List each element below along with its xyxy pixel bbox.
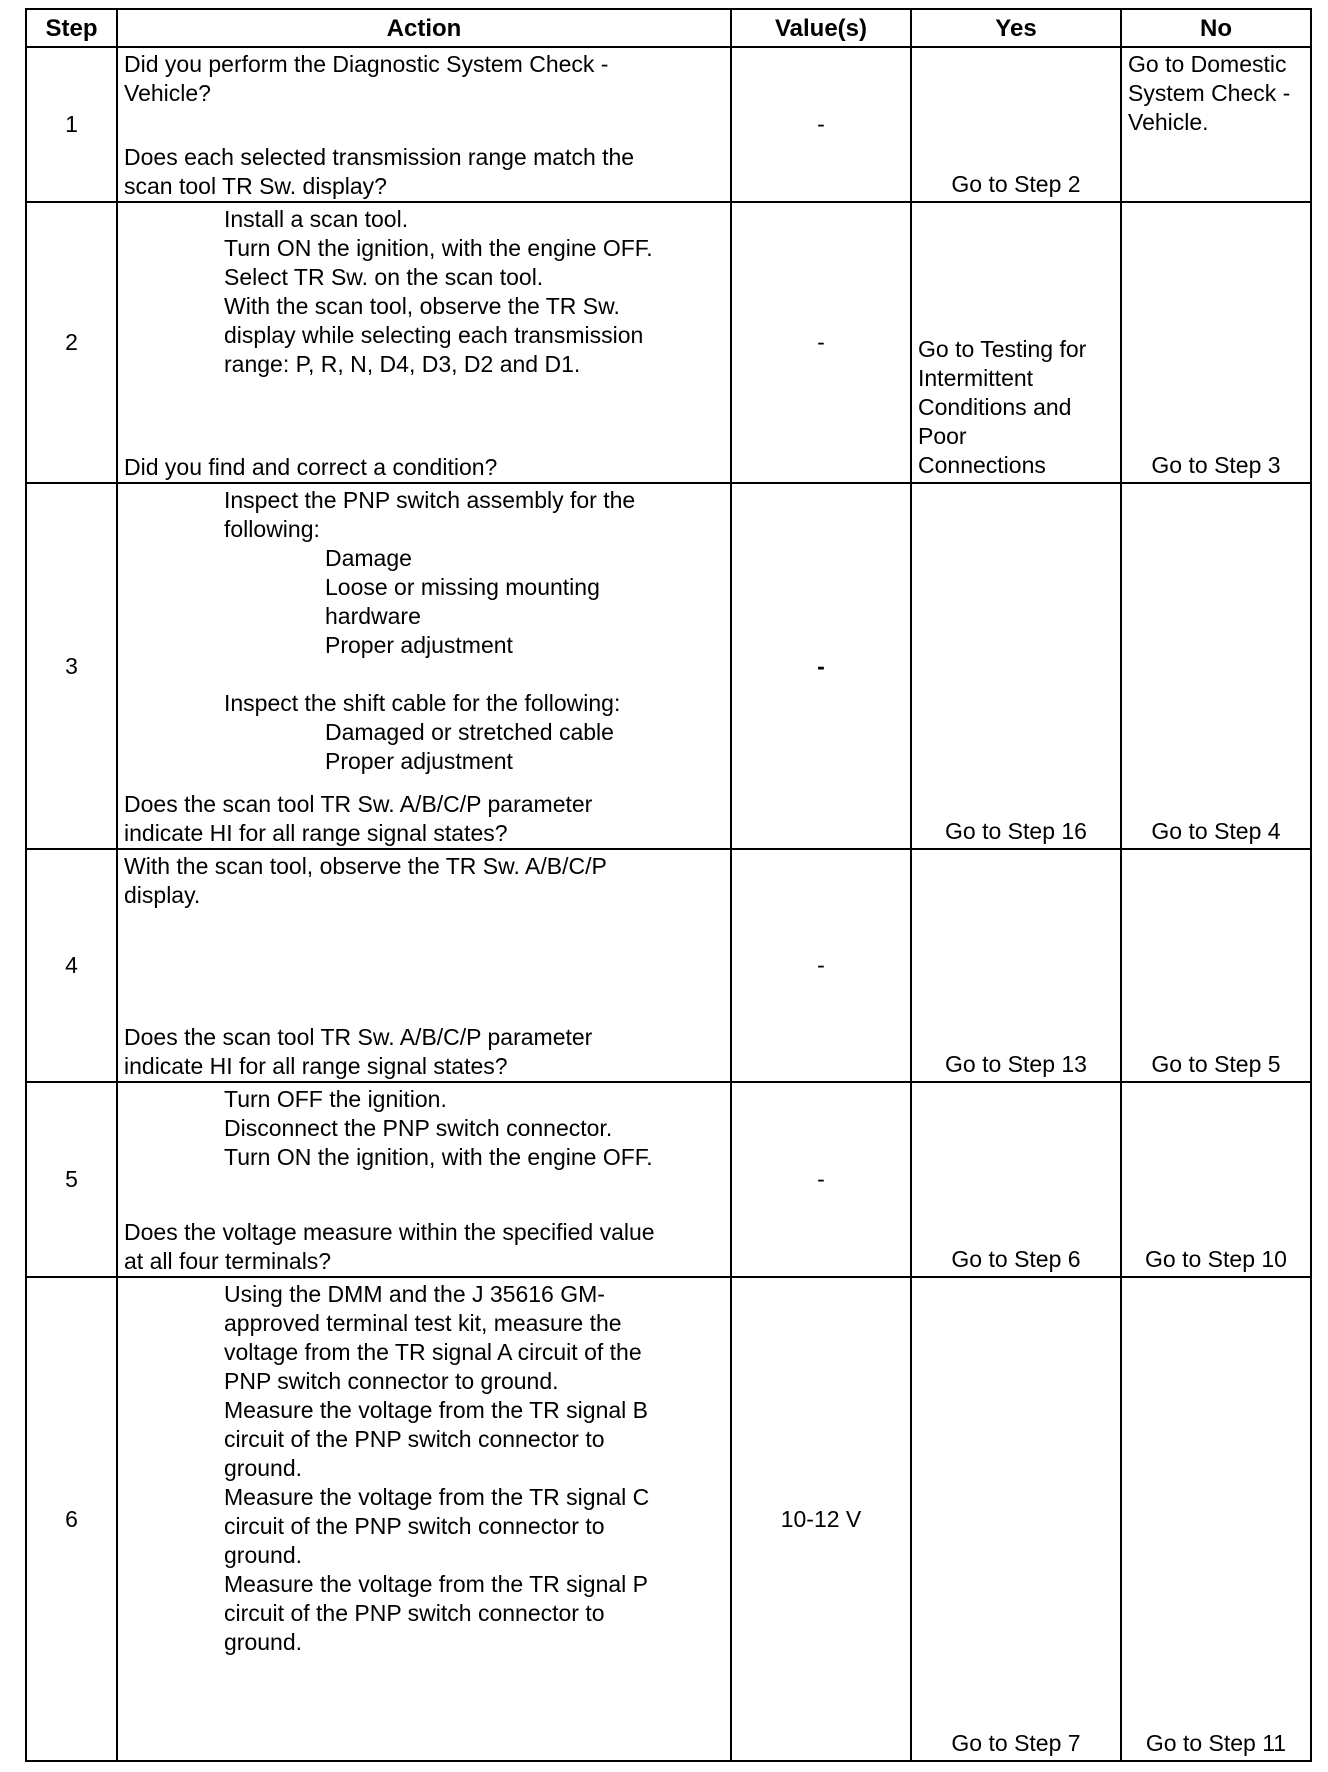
- yes-cell: [911, 483, 1121, 849]
- header-values: Value(s): [731, 9, 911, 47]
- no-text: Go to Step 11: [1145, 1730, 1287, 1756]
- action-steps: Inspect the PNP switch assembly for the following: Damage Loose or missing mounting hardware Proper adjustment Inspect the shift cable for the following: Damaged or stretched cable Proper adjustment: [224, 487, 636, 774]
- value-cell: -: [731, 47, 911, 202]
- no-text: Go to Step 4: [1151, 818, 1281, 844]
- value-cell: -: [731, 483, 911, 849]
- step-number: 4: [26, 849, 117, 1082]
- step-number: 6: [26, 1277, 117, 1761]
- value-cell: 10-12 V: [731, 1277, 911, 1761]
- question-text: Does the voltage measure within the specified value at all four terminals?: [124, 1219, 655, 1274]
- no-cell: [1121, 202, 1311, 483]
- no-text: Go to Step 10: [1145, 1246, 1287, 1272]
- yes-cell: [911, 1277, 1121, 1761]
- question-text: Does the scan tool TR Sw. A/B/C/P parameter indicate HI for all range signal states?: [124, 791, 593, 846]
- step-number: 5: [26, 1082, 117, 1277]
- yes-text: Go to Testing for Intermittent Conditions and Poor Connections: [918, 336, 1087, 478]
- intro-text: With the scan tool, observe the TR Sw. A/B/C/P display.: [124, 853, 607, 908]
- yes-text: Go to Step 13: [945, 1051, 1087, 1077]
- yes-text: Go to Step 2: [951, 171, 1081, 197]
- yes-cell: [911, 1082, 1121, 1277]
- step-number: 2: [26, 202, 117, 483]
- header-step: Step: [26, 9, 117, 47]
- header-yes: Yes: [911, 9, 1121, 47]
- no-cell: [1121, 483, 1311, 849]
- table-row: [26, 1277, 1311, 1761]
- action-cell: [117, 144, 731, 483]
- yes-cell: [911, 202, 1121, 483]
- action-steps: Turn OFF the ignition. Disconnect the PNP switch connector. Turn ON the ignition, with the engine OFF.: [224, 1086, 653, 1170]
- action-cell: [117, 1219, 731, 1761]
- question-text: Does each selected transmission range match the scan tool TR Sw. display?: [124, 144, 635, 199]
- no-text: Go to Step 5: [1151, 1051, 1281, 1077]
- diagnostic-table: [25, 8, 1312, 1762]
- step-number: 3: [26, 483, 117, 849]
- yes-text: Go to Step 6: [951, 1246, 1081, 1272]
- no-text: Go to Step 3: [1151, 452, 1281, 478]
- no-text: Go to Domestic System Check - Vehicle.: [1128, 51, 1291, 135]
- header-row: [26, 9, 1311, 47]
- no-cell: [1121, 1277, 1311, 1761]
- action-steps: Using the DMM and the J 35616 GM- approved terminal test kit, measure the voltage from the TR signal A circuit of the PNP switch connector to ground. Measure the voltage from the TR signal B circuit of the PNP switch connector to ground. Measure the voltage from the TR signal C circuit of the PNP switch connector to ground. Measure the voltage from the TR signal P circuit of the PNP switch connector to ground.: [224, 1281, 650, 1655]
- question-text: Did you find and correct a condition?: [124, 454, 498, 480]
- no-cell: [1121, 47, 1311, 202]
- value-cell: -: [731, 849, 911, 1082]
- no-cell: [1121, 1082, 1311, 1277]
- yes-cell: [911, 849, 1121, 1082]
- action-steps: Install a scan tool. Turn ON the ignition, with the engine OFF. Select TR Sw. on the scan tool. With the scan tool, observe the TR Sw. display while selecting each transmission range: P, R, N, D4, D3, D2 and D1.: [224, 206, 653, 377]
- table-row: [26, 202, 1311, 483]
- header-action: Action: [117, 9, 731, 47]
- no-cell: [1121, 849, 1311, 1082]
- yes-text: Go to Step 16: [945, 818, 1087, 844]
- yes-text: Go to Step 7: [951, 1730, 1081, 1756]
- value-cell: -: [731, 1082, 911, 1277]
- yes-cell: [911, 47, 1121, 202]
- value-cell: -: [731, 202, 911, 483]
- step-number: 1: [26, 47, 117, 202]
- question-text: Does the scan tool TR Sw. A/B/C/P parameter indicate HI for all range signal states?: [124, 1024, 593, 1079]
- header-no: No: [1121, 9, 1311, 47]
- question-text: Did you perform the Diagnostic System Check - Vehicle?: [124, 51, 609, 106]
